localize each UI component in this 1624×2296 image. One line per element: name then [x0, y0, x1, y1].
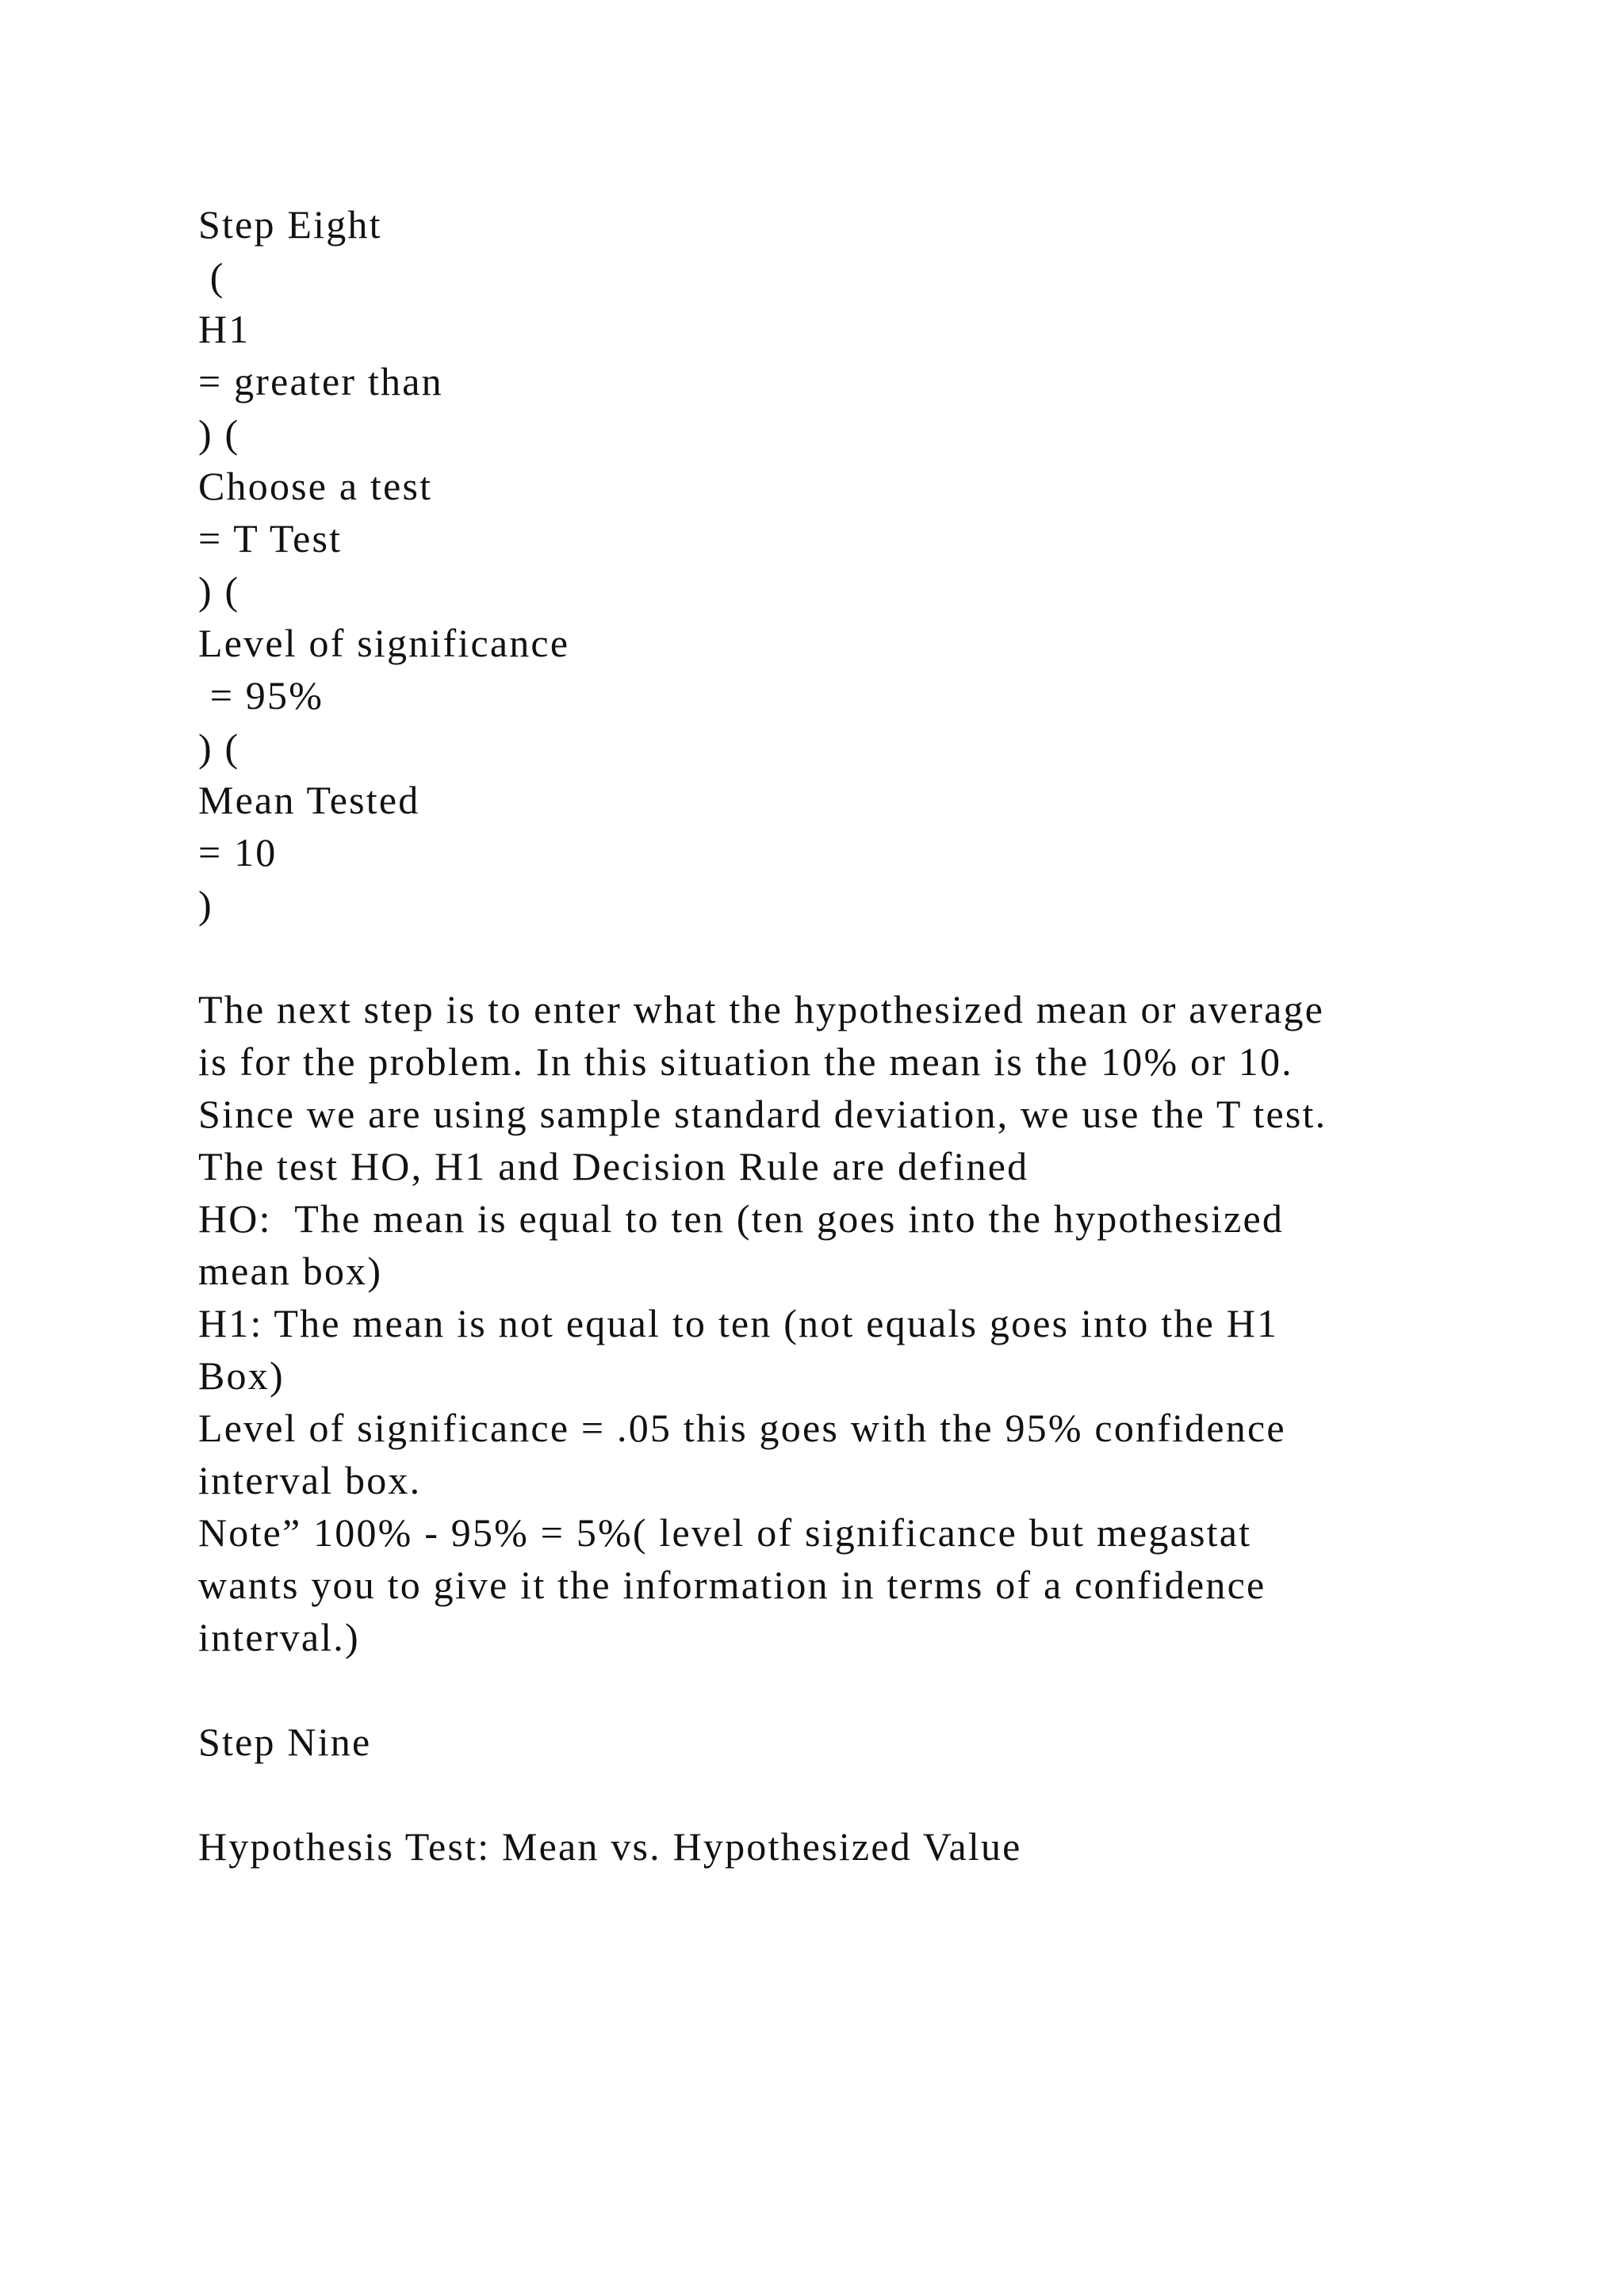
step-eight-heading: Step Eight: [198, 202, 382, 247]
step-eight-line: ) (: [198, 725, 240, 770]
body-line: is for the problem. In this situation the mean is the 10% or 10.: [198, 1039, 1293, 1084]
body-line: Since we are using sample standard deviation, we use the T test.: [198, 1092, 1327, 1136]
step-eight-line: = T Test: [198, 516, 343, 561]
step-eight-line: ): [198, 882, 213, 927]
step-eight-line: Mean Tested: [198, 778, 420, 822]
step-eight-line: Choose a test: [198, 464, 433, 508]
body-line: Level of significance = .05 this goes with the 95% confidence: [198, 1406, 1286, 1450]
body-line: interval.): [198, 1615, 360, 1659]
step-eight-line: (: [198, 254, 225, 299]
step-eight-line: = 10: [198, 830, 278, 874]
body-line: Note” 100% - 95% = 5%( level of significance but megastat: [198, 1510, 1252, 1555]
body-line: wants you to give it the information in terms of a confidence: [198, 1563, 1266, 1607]
step-eight-line: H1: [198, 307, 251, 351]
step-eight-line: = 95%: [198, 673, 324, 718]
body-line: Box): [198, 1353, 285, 1398]
body-line: HO: The mean is equal to ten (ten goes into the hypothesized: [198, 1196, 1285, 1241]
body-line: mean box): [198, 1249, 383, 1293]
body-line: The next step is to enter what the hypothesized mean or average: [198, 987, 1325, 1031]
hypothesis-test-heading: Hypothesis Test: Mean vs. Hypothesized Value: [198, 1824, 1022, 1869]
step-nine-heading: Step Nine: [198, 1720, 372, 1764]
step-eight-line: Level of significance: [198, 621, 570, 665]
body-line: The test HO, H1 and Decision Rule are defined: [198, 1144, 1029, 1188]
step-eight-line: ) (: [198, 568, 240, 613]
step-eight-line: = greater than: [198, 359, 443, 404]
body-line: interval box.: [198, 1458, 422, 1502]
body-line: H1: The mean is not equal to ten (not equals goes into the H1: [198, 1301, 1279, 1345]
step-eight-line: ) (: [198, 411, 240, 456]
